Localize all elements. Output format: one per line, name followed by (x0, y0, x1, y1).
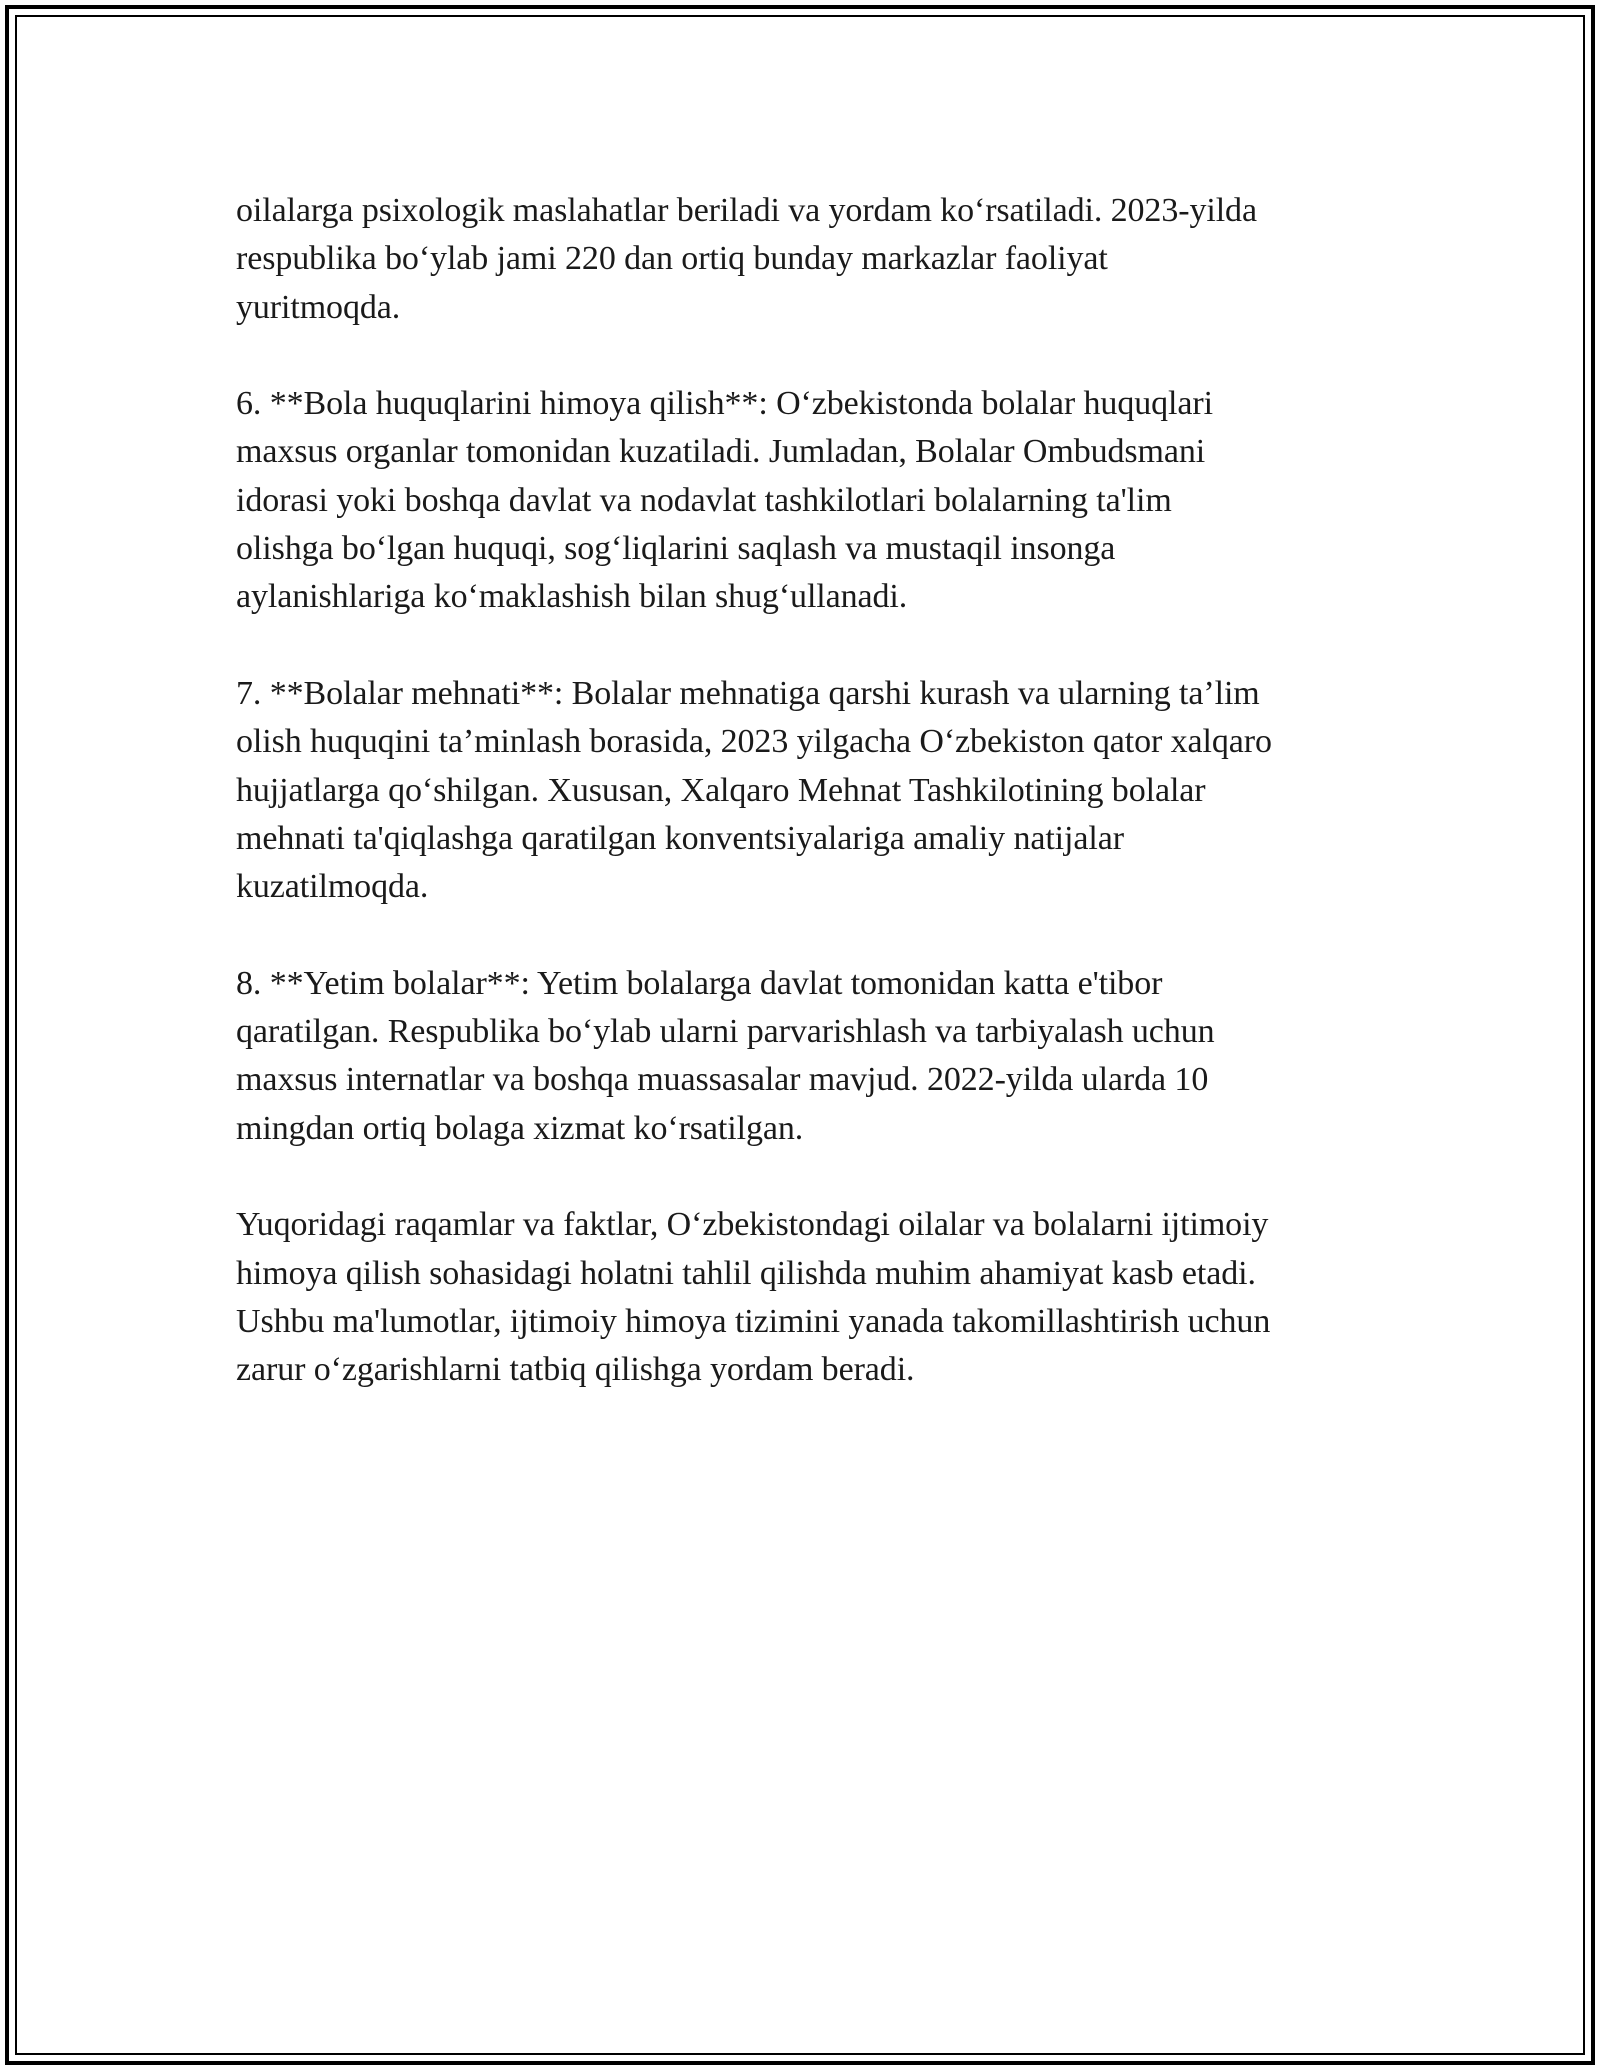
paragraph-orphans: 8. **Yetim bolalar**: Yetim bolalarga davlat tomonidan katta e'tibor qaratilgan. Respublika boʻylab ularni parvarishlash va tarbiyalash uchun maxsus internatlar va boshqa muassasalar mavjud. 2022-yilda ularda 10 mingdan ortiq bolaga xizmat koʻrsatilgan. (236, 964, 1215, 1147)
paragraph-conclusion: Yuqoridagi raqamlar va faktlar, Oʻzbekistondagi oilalar va bolalarni ijtimoiy himoya qilish sohasidagi holatni tahlil qilishda muhim ahamiyat kasb etadi. Ushbu ma'lumotlar, ijtimoiy himoya tizimini yanada takomillashtirish uchun zarur oʻzgarishlarni tatbiq qilishga yordam beradi. (236, 1206, 1271, 1389)
paragraph-child-labor: 7. **Bolalar mehnati**: Bolalar mehnatiga qarshi kurash va ularning ta’lim olish huquqini ta’minlash borasida, 2023 yilgacha Oʻzbekiston qator xalqaro hujjatlarga qoʻshilgan. Xususan, Xalqaro Mehnat Tashkilotining bolalar mehnati ta'qiqlashga qaratilgan konventsiyalariga amaliy natijalar kuzatilmoqda. (236, 674, 1272, 906)
paragraph-intro-continuation: oilalarga psixologik maslahatlar beriladi va yordam koʻrsatiladi. 2023-yilda respublika boʻylab jami 220 dan ortiq bunday markazlar faoliyat yuritmoqda. (236, 192, 1257, 326)
document-body (236, 187, 1371, 1394)
paragraph-child-rights: 6. **Bola huquqlarini himoya qilish**: Oʻzbekistonda bolalar huquqlari maxsus organlar tomonidan kuzatiladi. Jumladan, Bolalar Ombudsmani idorasi yoki boshqa davlat va nodavlat tashkilotlari bolalarning ta'lim olishga boʻlgan huquqi, sogʻliqlarini saqlash va mustaqil insonga aylanishlariga koʻmaklashish bilan shugʻullanadi. (236, 385, 1213, 616)
